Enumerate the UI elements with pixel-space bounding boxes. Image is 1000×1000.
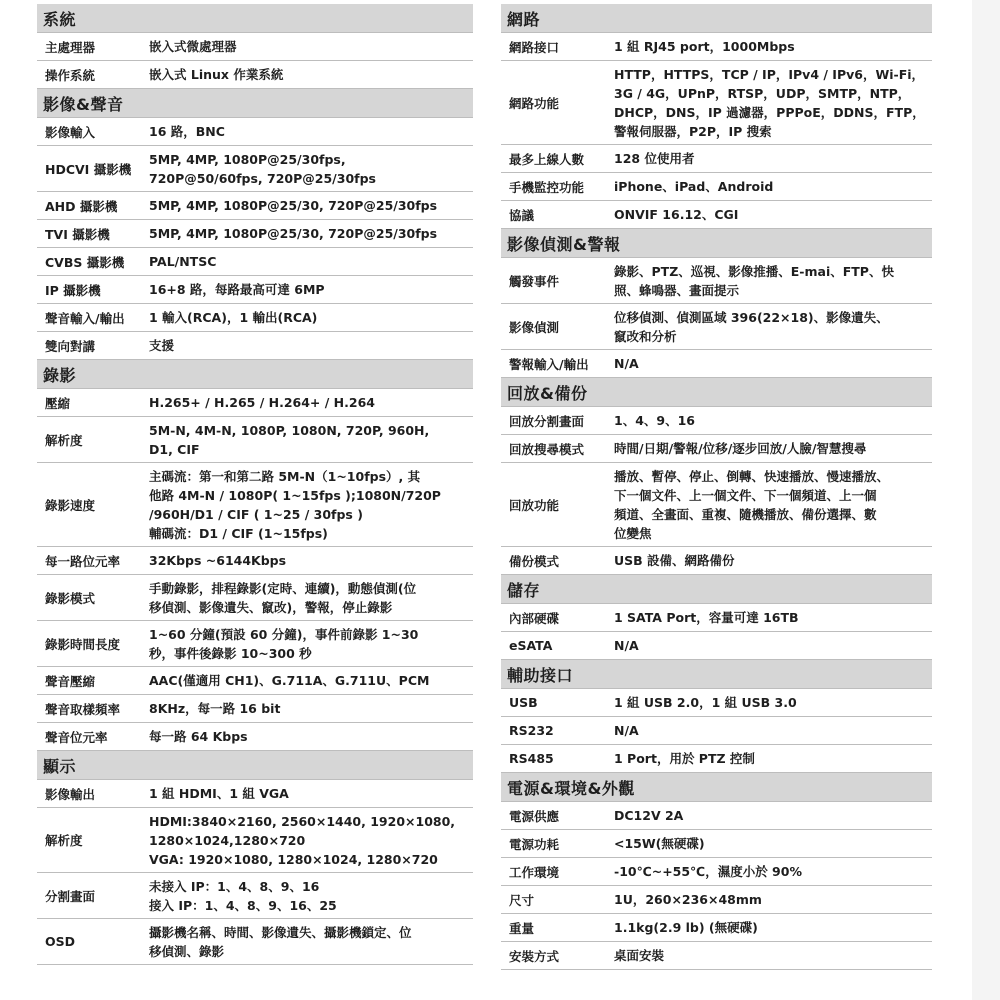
spec-row (501, 802, 932, 830)
spec-row (37, 304, 473, 332)
spec-value-line: N/A (614, 356, 639, 371)
spec-value-line: 手動錄影，排程錄影(定時、連續)，動態偵測(位 (149, 580, 417, 596)
spec-value-line: 32Kbps ~6144Kbps (149, 553, 287, 568)
spec-label: 壓縮 (45, 395, 71, 411)
spec-label: 雙向對講 (45, 338, 96, 354)
spec-value-line: N/A (614, 723, 639, 738)
spec-row (501, 304, 932, 350)
section-header (501, 660, 932, 689)
spec-row (37, 667, 473, 695)
spec-value-line: 1 組 RJ45 port，1000Mbps (614, 39, 795, 54)
spec-value-line: 秒，事件後錄影 10~300 秒 (149, 645, 312, 661)
spec-value (149, 784, 473, 803)
spec-value-line: 照、蜂鳴器、畫面提示 (614, 282, 740, 298)
spec-value (614, 749, 932, 768)
spec-label: 聲音輸入/輸出 (45, 310, 125, 326)
spec-value (614, 918, 932, 937)
spec-value-line: iPhone、iPad、Android (614, 179, 774, 194)
spec-value-line: 時間/日期/警報/位移/逐步回放/人臉/智慧搜尋 (614, 441, 867, 456)
spec-row (37, 332, 473, 360)
spec-row (501, 942, 932, 970)
spec-label: 影像輸出 (45, 786, 96, 802)
spec-label: IP 攝影機 (45, 282, 101, 298)
spec-label: eSATA (509, 638, 553, 653)
spec-row (501, 830, 932, 858)
spec-row (37, 873, 473, 919)
spec-value (149, 467, 473, 543)
spec-value (149, 308, 473, 327)
spec-label: 電源功耗 (509, 836, 560, 852)
spec-value (149, 923, 473, 961)
spec-label: 錄影模式 (45, 590, 96, 606)
spec-value-line: 1280×1024,1280×720 (149, 832, 306, 848)
spec-value (149, 877, 473, 915)
spec-value-line: DC12V 2A (614, 808, 684, 823)
spec-row (501, 858, 932, 886)
spec-row (37, 547, 473, 575)
spec-value-line: 5MP, 4MP, 1080P@25/30, 720P@25/30fps (149, 198, 438, 213)
spec-value-line: N/A (614, 638, 639, 653)
spec-label: 回放搜尋模式 (509, 441, 585, 457)
spec-value (614, 890, 932, 909)
spec-label: RS232 (509, 723, 554, 738)
spec-value-line: 錄影、PTZ、巡視、影像推播、E-mai、FTP、快 (614, 263, 894, 279)
spec-label: 解析度 (45, 833, 83, 848)
section-title: 影像偵測&警報 (507, 234, 621, 254)
spec-value-line: ONVIF 16.12、CGI (614, 207, 739, 222)
spec-row (501, 435, 932, 463)
spec-value (149, 579, 473, 617)
spec-value (149, 421, 473, 459)
spec-row (37, 61, 473, 89)
section-title: 系統 (43, 9, 77, 29)
section-header (501, 378, 932, 407)
spec-value-line: 移偵測、影像遺失、竄改)，警報，停止錄影 (149, 599, 393, 615)
spec-value (614, 806, 932, 825)
spec-row (501, 407, 932, 435)
spec-value (614, 354, 932, 373)
spec-label: 錄影速度 (45, 497, 96, 513)
spec-label: 錄影時間長度 (45, 636, 121, 652)
spec-row (37, 575, 473, 621)
spec-value-line: 輔碼流：D1 / CIF (1~15fps) (149, 525, 328, 541)
spec-row (501, 463, 932, 547)
spec-value-line: 1U，260×236×48mm (614, 892, 762, 907)
spec-value-line: 嵌入式微處理器 (149, 39, 237, 54)
spec-value (149, 65, 473, 84)
spec-row (501, 632, 932, 660)
spec-row (37, 780, 473, 808)
spec-value-line: /960H/D1 / CIF ( 1~25 / 30fps ) (149, 506, 363, 522)
section-title: 錄影 (43, 365, 77, 385)
spec-value (614, 834, 932, 853)
spec-value-line: 警報伺服器，P2P，IP 搜索 (614, 123, 772, 139)
spec-value-line: 1、4、9、16 (614, 413, 695, 428)
spec-value-line: 竄改和分析 (614, 328, 677, 344)
spec-label: 協議 (509, 207, 535, 223)
spec-value-line: 5MP, 4MP, 1080P@25/30, 720P@25/30fps (149, 226, 438, 241)
section-header (37, 751, 473, 780)
spec-value (614, 37, 932, 56)
spec-value (149, 727, 473, 746)
section-title: 儲存 (507, 580, 541, 600)
spec-value-line: 1 組 USB 2.0，1 組 USB 3.0 (614, 695, 797, 710)
spec-value (614, 608, 932, 627)
spec-value-line: 移偵測、錄影 (149, 943, 225, 959)
spec-value (614, 862, 932, 881)
section-title: 輔助接口 (507, 665, 574, 685)
spec-label: 聲音取樣頻率 (45, 701, 121, 717)
spec-row (501, 886, 932, 914)
spec-label: 觸發事件 (509, 273, 560, 289)
spec-label: 內部硬碟 (509, 610, 560, 626)
spec-row (501, 604, 932, 632)
spec-label: 影像偵測 (509, 319, 560, 335)
spec-label: 網路接口 (509, 39, 560, 55)
spec-row (501, 350, 932, 378)
spec-label: 分割畫面 (45, 888, 96, 904)
spec-label: 每一路位元率 (45, 553, 121, 569)
spec-label: 警報輸入/輸出 (509, 356, 589, 372)
spec-label: 重量 (509, 920, 535, 936)
spec-row (501, 201, 932, 229)
section-header (37, 360, 473, 389)
spec-value-line: DHCP，DNS，IP 過濾器，PPPoE，DDNS，FTP， (614, 104, 925, 120)
spec-value-line: 嵌入式 Linux 作業系統 (149, 67, 284, 82)
spec-value-line: <15W(無硬碟) (614, 836, 705, 851)
spec-label: OSD (45, 934, 76, 949)
spec-value-line: D1, CIF (149, 441, 200, 457)
spec-row (37, 192, 473, 220)
spec-value (149, 252, 473, 271)
spec-row (501, 145, 932, 173)
spec-row (501, 745, 932, 773)
spec-label: CVBS 攝影機 (45, 254, 125, 270)
spec-row (501, 258, 932, 304)
spec-value-line: 1 Port，用於 PTZ 控制 (614, 751, 755, 766)
spec-value (149, 122, 473, 141)
spec-row (37, 248, 473, 276)
section-title: 網路 (507, 9, 541, 29)
spec-row (501, 33, 932, 61)
spec-value-line: 5M-N, 4M-N, 1080P, 1080N, 720P, 960H, (149, 422, 430, 438)
spec-value (614, 308, 932, 346)
spec-value-line: 16+8 路，每路最高可達 6MP (149, 282, 325, 297)
spec-value-line: 5MP, 4MP, 1080P@25/30fps, (149, 151, 346, 167)
spec-value-line: PAL/NTSC (149, 254, 217, 269)
spec-value-line: HTTP，HTTPS，TCP / IP，IPv4 / IPv6，Wi-Fi， (614, 66, 925, 82)
spec-value (614, 262, 932, 300)
spec-value-line: 位移偵測、偵測區域 396(22×18)、影像遺失、 (614, 309, 889, 325)
spec-row (501, 914, 932, 942)
spec-value-line: 1 SATA Port，容量可達 16TB (614, 610, 799, 625)
spec-row (37, 118, 473, 146)
spec-value-line: 1.1kg(2.9 lb) (無硬碟) (614, 920, 758, 935)
spec-row (37, 919, 473, 965)
spec-value-line: 16 路，BNC (149, 124, 225, 139)
spec-value-line: 接入 IP：1、4、8、9、16、25 (149, 897, 337, 913)
spec-row (501, 173, 932, 201)
spec-value-line: 128 位使用者 (614, 151, 695, 166)
spec-row (37, 463, 473, 547)
spec-label: 最多上線人數 (509, 151, 585, 167)
spec-row (37, 417, 473, 463)
spec-value (149, 551, 473, 570)
spec-row (501, 61, 932, 145)
spec-label: 安裝方式 (509, 948, 560, 964)
spec-row (37, 146, 473, 192)
spec-value (614, 149, 932, 168)
section-title: 電源&環境&外觀 (507, 778, 635, 798)
spec-label: 聲音位元率 (45, 729, 108, 745)
spec-label: 尺寸 (509, 892, 535, 908)
spec-row (37, 808, 473, 873)
spec-value-line: 桌面安裝 (614, 948, 665, 963)
spec-value-line: 位變焦 (614, 525, 652, 541)
spec-label: USB (509, 695, 538, 710)
spec-value-line: 攝影機名稱、時間、影像遺失、攝影機鎖定、位 (149, 924, 412, 940)
spec-value-line: 未接入 IP：1、4、8、9、16 (149, 878, 320, 894)
spec-value (614, 721, 932, 740)
spec-value-line: VGA: 1920×1080, 1280×1024, 1280×720 (149, 851, 438, 867)
spec-value (614, 65, 932, 141)
spec-row (501, 547, 932, 575)
spec-value (614, 177, 932, 196)
section-header (501, 773, 932, 802)
spec-value-line: 頻道、全畫面、重複、隨機播放、備份選擇、數 (614, 506, 877, 522)
spec-value-line: USB 設備、網路備份 (614, 553, 735, 568)
section-header (501, 229, 932, 258)
spec-value-line: 720P@50/60fps, 720P@25/30fps (149, 170, 376, 186)
spec-value (614, 551, 932, 570)
spec-value-line: AAC(僅適用 CH1)、G.711A、G.711U、PCM (149, 673, 430, 688)
section-title: 顯示 (43, 756, 77, 776)
spec-value (614, 411, 932, 430)
spec-row (501, 689, 932, 717)
spec-value-line: 支援 (149, 338, 175, 353)
spec-label: 工作環境 (509, 864, 560, 880)
spec-value (149, 196, 473, 215)
spec-row (37, 695, 473, 723)
spec-value (149, 224, 473, 243)
spec-value-line: 他路 4M-N / 1080P( 1~15fps );1080N/720P (149, 487, 441, 503)
spec-label: 回放功能 (509, 497, 560, 513)
section-title: 影像&聲音 (43, 94, 124, 114)
spec-value-line: 1~60 分鐘(預設 60 分鐘)，事件前錄影 1~30 (149, 626, 419, 642)
spec-row (37, 621, 473, 667)
spec-value-line: 8KHz，每一路 16 bit (149, 701, 281, 716)
spec-value (614, 636, 932, 655)
spec-row (37, 723, 473, 751)
spec-row (37, 276, 473, 304)
spec-label: HDCVI 攝影機 (45, 161, 132, 177)
spec-value-line: -10℃~+55℃，濕度小於 90% (614, 864, 802, 879)
spec-label: 解析度 (45, 432, 83, 448)
spec-label: AHD 攝影機 (45, 198, 118, 214)
spec-value (149, 280, 473, 299)
spec-value-line: 播放、暫停、停止、倒轉、快速播放、慢速播放、 (614, 468, 890, 484)
spec-value (149, 812, 473, 869)
left-spec-column (37, 4, 473, 965)
spec-label: RS485 (509, 751, 554, 766)
spec-label: 電源供應 (509, 808, 560, 824)
spec-label: 影像輸入 (45, 124, 96, 140)
spec-value-line: 每一路 64 Kbps (149, 729, 248, 744)
section-header (37, 4, 473, 33)
section-header (37, 89, 473, 118)
spec-value (149, 37, 473, 56)
spec-label: 主處理器 (45, 39, 96, 55)
spec-value-line: 主碼流：第一和第二路 5M-N（1~10fps）, 其 (149, 468, 421, 484)
spec-label: 備份模式 (509, 553, 560, 569)
spec-value-line: HDMI:3840×2160, 2560×1440, 1920×1080, (149, 813, 456, 829)
spec-value (614, 439, 932, 458)
spec-value (149, 625, 473, 663)
spec-row (37, 33, 473, 61)
spec-value (149, 150, 473, 188)
spec-label: 操作系統 (45, 67, 96, 83)
spec-value-line: 下一個文件、上一個文件、下一個頻道、上一個 (614, 487, 877, 503)
right-spec-column (501, 4, 932, 970)
spec-value (614, 693, 932, 712)
spec-value-line: 1 輸入(RCA)，1 輸出(RCA) (149, 310, 318, 325)
spec-value-line: 1 組 HDMI、1 組 VGA (149, 786, 289, 801)
spec-label: 聲音壓縮 (45, 673, 96, 689)
spec-value (149, 671, 473, 690)
page-edge-strip (972, 0, 1000, 1000)
spec-value (149, 336, 473, 355)
spec-label: 網路功能 (509, 95, 560, 111)
spec-row (501, 717, 932, 745)
spec-label: 回放分割畫面 (509, 413, 585, 429)
spec-value (614, 467, 932, 543)
spec-value-line: H.265+ / H.265 / H.264+ / H.264 (149, 395, 375, 410)
spec-label: TVI 攝影機 (45, 226, 110, 242)
spec-value (614, 946, 932, 965)
section-title: 回放&備份 (507, 383, 588, 403)
spec-label: 手機監控功能 (509, 179, 585, 195)
spec-value (149, 393, 473, 412)
spec-value (149, 699, 473, 718)
section-header (501, 4, 932, 33)
spec-row (37, 220, 473, 248)
spec-row (37, 389, 473, 417)
spec-value-line: 3G / 4G，UPnP，RTSP，UDP，SMTP，NTP， (614, 85, 911, 101)
section-header (501, 575, 932, 604)
spec-value (614, 205, 932, 224)
